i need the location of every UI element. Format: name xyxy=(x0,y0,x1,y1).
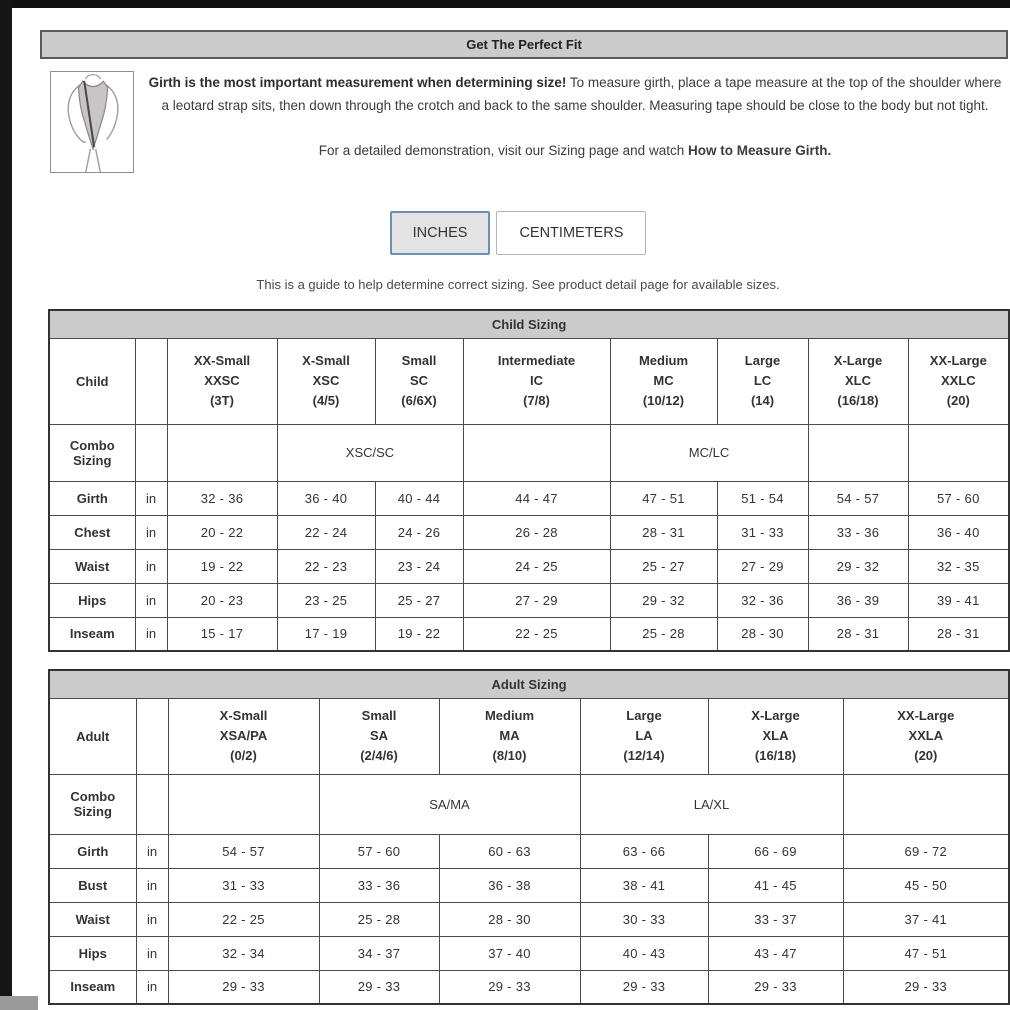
measurement-unit: in xyxy=(135,583,167,617)
measurement-unit: in xyxy=(135,515,167,549)
measurement-value: 36 - 39 xyxy=(808,583,908,617)
measurement-unit: in xyxy=(135,481,167,515)
measurement-value: 66 - 69 xyxy=(708,834,843,868)
size-column-header xyxy=(375,338,463,424)
measurement-label: Waist xyxy=(49,902,136,936)
table-title: Adult Sizing xyxy=(49,670,1009,698)
measurement-label: Hips xyxy=(49,936,136,970)
measurement-row-inseam xyxy=(49,970,1009,1004)
measurement-value: 25 - 28 xyxy=(319,902,439,936)
measurement-value: 31 - 33 xyxy=(717,515,808,549)
unit-button-centimeters[interactable]: CENTIMETERS xyxy=(496,211,646,255)
measurement-row-girth xyxy=(49,481,1009,515)
measurement-value: 32 - 36 xyxy=(167,481,277,515)
combo-size-cell: LA/XL xyxy=(580,774,843,834)
measurement-value: 30 - 33 xyxy=(580,902,708,936)
girth-measurement-figure-image xyxy=(50,71,134,173)
table-row-header: Child xyxy=(49,338,135,424)
size-number: (6/6X) xyxy=(401,393,437,408)
size-number: (16/18) xyxy=(754,748,797,763)
unit-header-cell xyxy=(135,338,167,424)
measurement-value: 27 - 29 xyxy=(463,583,610,617)
size-code: LC xyxy=(753,373,772,388)
size-number: (16/18) xyxy=(837,393,879,408)
measurement-value: 27 - 29 xyxy=(717,549,808,583)
measurement-row-inseam xyxy=(49,617,1009,651)
measurement-value: 28 - 30 xyxy=(717,617,808,651)
size-number: (2/4/6) xyxy=(360,748,398,763)
size-name: X-Small xyxy=(219,708,268,723)
size-number: (20) xyxy=(946,393,970,408)
measurement-value: 57 - 60 xyxy=(908,481,1009,515)
measurement-value: 32 - 36 xyxy=(717,583,808,617)
size-code: IC xyxy=(530,373,543,388)
combo-unit-cell xyxy=(136,774,168,834)
size-code: SA xyxy=(369,728,389,743)
measurement-value: 25 - 27 xyxy=(375,583,463,617)
size-code: XXLA xyxy=(908,728,944,743)
adult-sizing-table xyxy=(48,669,1010,1005)
size-column-header xyxy=(843,698,1009,774)
measurement-value: 32 - 35 xyxy=(908,549,1009,583)
size-code: XSA/PA xyxy=(219,728,268,743)
size-number: (8/10) xyxy=(492,748,527,763)
page-title: Get The Perfect Fit xyxy=(40,30,1008,59)
demo-line-bold: How to Measure Girth. xyxy=(687,143,832,158)
measurement-label: Inseam xyxy=(49,617,135,651)
measurement-value: 19 - 22 xyxy=(375,617,463,651)
measurement-value: 22 - 24 xyxy=(277,515,375,549)
measurement-unit: in xyxy=(136,936,168,970)
measurement-unit: in xyxy=(136,868,168,902)
measurement-value: 54 - 57 xyxy=(808,481,908,515)
measurement-value: 25 - 28 xyxy=(610,617,717,651)
measurement-value: 47 - 51 xyxy=(843,936,1009,970)
size-number: (7/8) xyxy=(523,393,550,408)
size-number: (0/2) xyxy=(230,748,257,763)
girth-instructions-rest: To measure girth, place a tape measure at the top of the shoulder where a leotard strap sits, then down through the crotch and back to the same shoulder. Measuring tape should be close to the body but not tight. xyxy=(161,75,1002,113)
combo-size-cell xyxy=(168,774,319,834)
measurement-label: Inseam xyxy=(49,970,136,1004)
measurement-row-hips xyxy=(49,583,1009,617)
size-code: XLA xyxy=(762,728,789,743)
size-name: Medium xyxy=(484,708,535,723)
size-column-header xyxy=(277,338,375,424)
size-code: XLC xyxy=(845,373,871,388)
measurement-row-chest xyxy=(49,515,1009,549)
measurement-value: 25 - 27 xyxy=(610,549,717,583)
measurement-row-hips xyxy=(49,936,1009,970)
measurement-value: 24 - 26 xyxy=(375,515,463,549)
unit-button-inches[interactable]: INCHES xyxy=(390,211,491,255)
size-column-header xyxy=(908,338,1009,424)
measurement-value: 54 - 57 xyxy=(168,834,319,868)
measurement-value: 22 - 25 xyxy=(168,902,319,936)
combo-size-cell: XSC/SC xyxy=(277,424,463,481)
intro-section xyxy=(40,69,1008,173)
measurement-value: 29 - 32 xyxy=(610,583,717,617)
measurement-value: 29 - 33 xyxy=(843,970,1009,1004)
size-column-header xyxy=(580,698,708,774)
measurement-value: 51 - 54 xyxy=(717,481,808,515)
measurement-value: 26 - 28 xyxy=(463,515,610,549)
measurement-unit: in xyxy=(136,970,168,1004)
measurement-value: 33 - 36 xyxy=(808,515,908,549)
measurement-row-waist xyxy=(49,549,1009,583)
measurement-label: Waist xyxy=(49,549,135,583)
measurement-value: 63 - 66 xyxy=(580,834,708,868)
size-number: (10/12) xyxy=(642,393,685,408)
size-column-header xyxy=(808,338,908,424)
measurement-label: Girth xyxy=(49,481,135,515)
size-column-header xyxy=(717,338,808,424)
measurement-value: 33 - 37 xyxy=(708,902,843,936)
measurement-value: 23 - 25 xyxy=(277,583,375,617)
size-column-header xyxy=(167,338,277,424)
measurement-value: 41 - 45 xyxy=(708,868,843,902)
measurement-value: 33 - 36 xyxy=(319,868,439,902)
size-code: XSC xyxy=(312,373,340,388)
girth-instructions-bold: Girth is the most important measurement when determining size! xyxy=(148,75,567,90)
measurement-value: 17 - 19 xyxy=(277,617,375,651)
measurement-value: 43 - 47 xyxy=(708,936,843,970)
measurement-row-bust xyxy=(49,868,1009,902)
measurement-row-girth xyxy=(49,834,1009,868)
measurement-value: 31 - 33 xyxy=(168,868,319,902)
size-column-header xyxy=(168,698,319,774)
size-column-header xyxy=(708,698,843,774)
size-name: X-Large xyxy=(751,708,800,723)
size-name: X-Large xyxy=(833,353,883,368)
demo-line xyxy=(144,143,1006,158)
measurement-unit: in xyxy=(135,549,167,583)
measurement-value: 29 - 32 xyxy=(808,549,908,583)
size-number: (3T) xyxy=(210,393,234,408)
size-number: (14) xyxy=(750,393,775,408)
measurement-value: 40 - 44 xyxy=(375,481,463,515)
child-sizing-table xyxy=(48,309,1010,652)
size-number: (12/14) xyxy=(623,748,665,763)
measurement-value: 45 - 50 xyxy=(843,868,1009,902)
measurement-unit: in xyxy=(136,834,168,868)
window-border-left xyxy=(0,0,12,1010)
combo-size-cell: MC/LC xyxy=(610,424,808,481)
measurement-label: Bust xyxy=(49,868,136,902)
measurement-value: 28 - 31 xyxy=(908,617,1009,651)
measurement-value: 28 - 31 xyxy=(610,515,717,549)
size-code: MC xyxy=(653,373,674,388)
size-name: X-Small xyxy=(302,353,350,368)
measurement-unit: in xyxy=(135,617,167,651)
measurement-value: 29 - 33 xyxy=(168,970,319,1004)
size-name: Large xyxy=(744,353,781,368)
measurement-value: 28 - 31 xyxy=(808,617,908,651)
measurement-value: 20 - 23 xyxy=(167,583,277,617)
size-name: XX-Large xyxy=(897,708,955,723)
demo-line-prefix: For a detailed demonstration, visit our Sizing page and watch xyxy=(318,143,688,158)
measurement-unit: in xyxy=(136,902,168,936)
size-name: XX-Small xyxy=(193,353,251,368)
measurement-value: 37 - 41 xyxy=(843,902,1009,936)
measurement-label: Hips xyxy=(49,583,135,617)
measurement-value: 69 - 72 xyxy=(843,834,1009,868)
size-name: Medium xyxy=(638,353,689,368)
measurement-value: 22 - 23 xyxy=(277,549,375,583)
measurement-value: 29 - 33 xyxy=(439,970,580,1004)
window-border-top xyxy=(0,0,1010,8)
measurement-value: 32 - 34 xyxy=(168,936,319,970)
measurement-value: 44 - 47 xyxy=(463,481,610,515)
combo-size-cell xyxy=(463,424,610,481)
sizing-note: This is a guide to help determine correct sizing. See product detail page for available sizes. xyxy=(256,277,780,292)
table-title: Child Sizing xyxy=(49,310,1009,338)
measurement-value: 39 - 41 xyxy=(908,583,1009,617)
size-name: Large xyxy=(626,708,662,723)
combo-unit-cell xyxy=(135,424,167,481)
measurement-value: 22 - 25 xyxy=(463,617,610,651)
intro-text-column xyxy=(134,69,1008,173)
measurement-value: 40 - 43 xyxy=(580,936,708,970)
combo-size-cell: SA/MA xyxy=(319,774,580,834)
measurement-value: 36 - 40 xyxy=(908,515,1009,549)
measurement-value: 29 - 33 xyxy=(708,970,843,1004)
measurement-value: 28 - 30 xyxy=(439,902,580,936)
measurement-value: 38 - 41 xyxy=(580,868,708,902)
size-guide-page xyxy=(28,8,1008,1005)
combo-size-cell xyxy=(808,424,908,481)
combo-size-cell xyxy=(843,774,1009,834)
size-column-header xyxy=(439,698,580,774)
measurement-value: 36 - 40 xyxy=(277,481,375,515)
size-name: XX-Large xyxy=(929,353,987,368)
size-column-header xyxy=(610,338,717,424)
size-code: SC xyxy=(409,373,429,388)
measurement-value: 36 - 38 xyxy=(439,868,580,902)
size-column-header xyxy=(319,698,439,774)
measurement-row-waist xyxy=(49,902,1009,936)
leotard-figure-icon xyxy=(51,72,133,172)
combo-row-label: Combo Sizing xyxy=(49,424,135,481)
table-row-header: Adult xyxy=(49,698,136,774)
measurement-label: Girth xyxy=(49,834,136,868)
combo-row-label: Combo Sizing xyxy=(49,774,136,834)
measurement-value: 19 - 22 xyxy=(167,549,277,583)
size-code: LA xyxy=(635,728,653,743)
measurement-value: 15 - 17 xyxy=(167,617,277,651)
size-name: Small xyxy=(361,708,397,723)
unit-toggle xyxy=(28,211,1008,255)
size-column-header xyxy=(463,338,610,424)
measurement-value: 37 - 40 xyxy=(439,936,580,970)
measurement-value: 20 - 22 xyxy=(167,515,277,549)
unit-header-cell xyxy=(136,698,168,774)
measurement-value: 47 - 51 xyxy=(610,481,717,515)
size-code: MA xyxy=(499,728,520,743)
girth-instructions xyxy=(144,71,1006,117)
size-number: (20) xyxy=(914,748,938,763)
combo-size-cell xyxy=(908,424,1009,481)
measurement-value: 23 - 24 xyxy=(375,549,463,583)
measurement-value: 34 - 37 xyxy=(319,936,439,970)
measurement-value: 29 - 33 xyxy=(580,970,708,1004)
size-number: (4/5) xyxy=(312,393,340,408)
size-name: Small xyxy=(401,353,437,368)
size-code: XXLC xyxy=(940,373,976,388)
measurement-value: 60 - 63 xyxy=(439,834,580,868)
measurement-label: Chest xyxy=(49,515,135,549)
measurement-value: 57 - 60 xyxy=(319,834,439,868)
measurement-value: 29 - 33 xyxy=(319,970,439,1004)
size-name: Intermediate xyxy=(497,353,576,368)
size-code: XXSC xyxy=(204,373,240,388)
measurement-value: 24 - 25 xyxy=(463,549,610,583)
combo-size-cell xyxy=(167,424,277,481)
